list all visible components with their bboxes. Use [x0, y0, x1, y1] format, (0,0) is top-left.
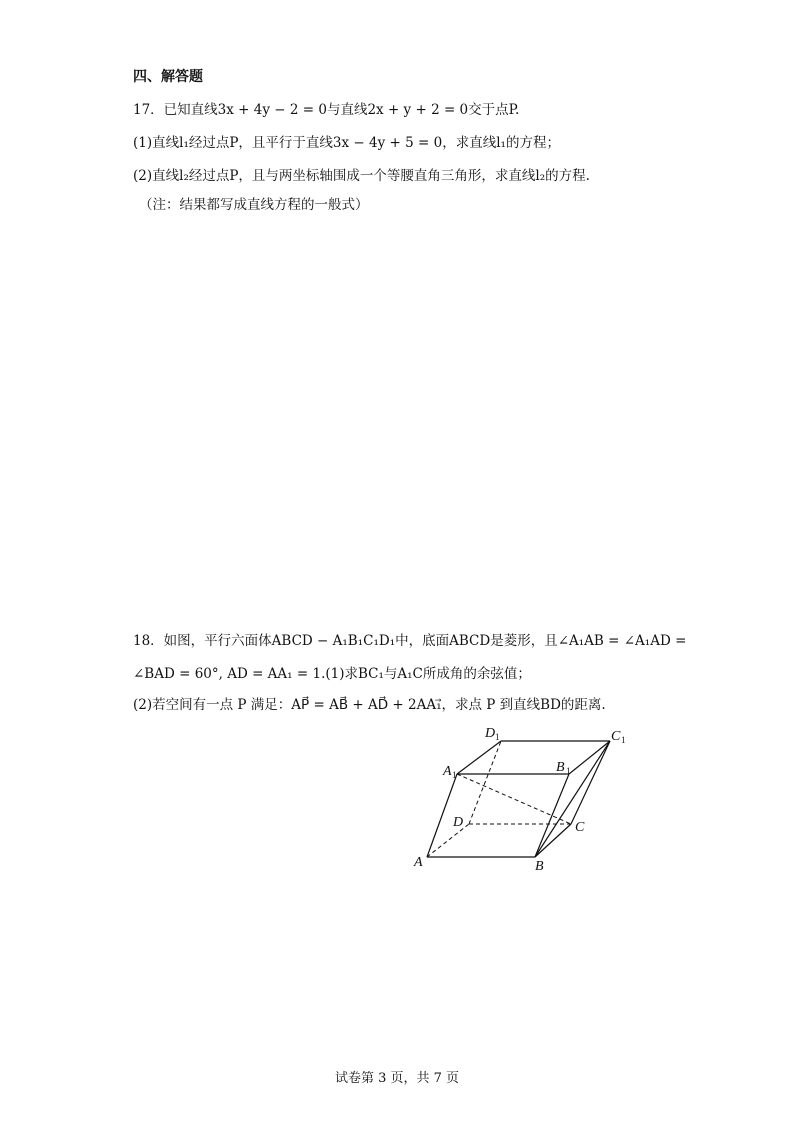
q17-part1: (1)直线l₁经过点P，且平行于直线3x − 4y + 5 = 0，求直线l₁的方程； [133, 135, 560, 151]
segment-A1-C [457, 774, 571, 824]
label-B1-sub: 1 [566, 766, 571, 776]
label-D: D [453, 815, 464, 830]
label-C1-sub: 1 [621, 735, 626, 745]
label-A1: A [443, 764, 452, 779]
edge-C-C1 [571, 741, 610, 824]
q17-stem: 17．已知直线3x + 4y − 2 = 0与直线2x + y + 2 = 0交于点P. [133, 102, 520, 118]
edge-B1-B [535, 774, 569, 857]
label-A1-sub: 1 [452, 770, 457, 780]
page-footer: 试卷第 3 页，共 7 页 [334, 1071, 460, 1086]
label-D1: D [485, 726, 496, 741]
segment-B-C1 [535, 741, 610, 857]
parallelepiped-figure [405, 720, 645, 880]
label-B1: B [556, 760, 565, 775]
label-B: B [535, 859, 544, 874]
label-C1: C [611, 729, 621, 744]
q17-note: （注：结果都写成直线方程的一般式） [139, 197, 369, 213]
section-title: 四、解答题 [133, 69, 203, 85]
edge-B1-C1 [569, 741, 610, 774]
label-C: C [575, 820, 585, 835]
q18-line1: 18．如图，平行六面体ABCD − A₁B₁C₁D₁中，底面ABCD是菱形，且∠A₁AB = ∠A₁AD = [133, 633, 687, 649]
label-A: A [414, 855, 423, 870]
q18-line2: ∠BAD = 60°, AD = AA₁ = 1.(1)求BC₁与A₁C所成角的余弦值； [133, 666, 531, 682]
label-D1-sub: 1 [495, 732, 500, 742]
q18-line3: (2)若空间有一点 P 满足：AP⃗ = AB⃗ + AD⃗ + 2AA₁⃗，求点 P 到直线BD的距离. [133, 697, 606, 713]
q17-part2: (2)直线l₂经过点P，且与两坐标轴围成一个等腰直角三角形，求直线l₂的方程. [133, 168, 590, 184]
